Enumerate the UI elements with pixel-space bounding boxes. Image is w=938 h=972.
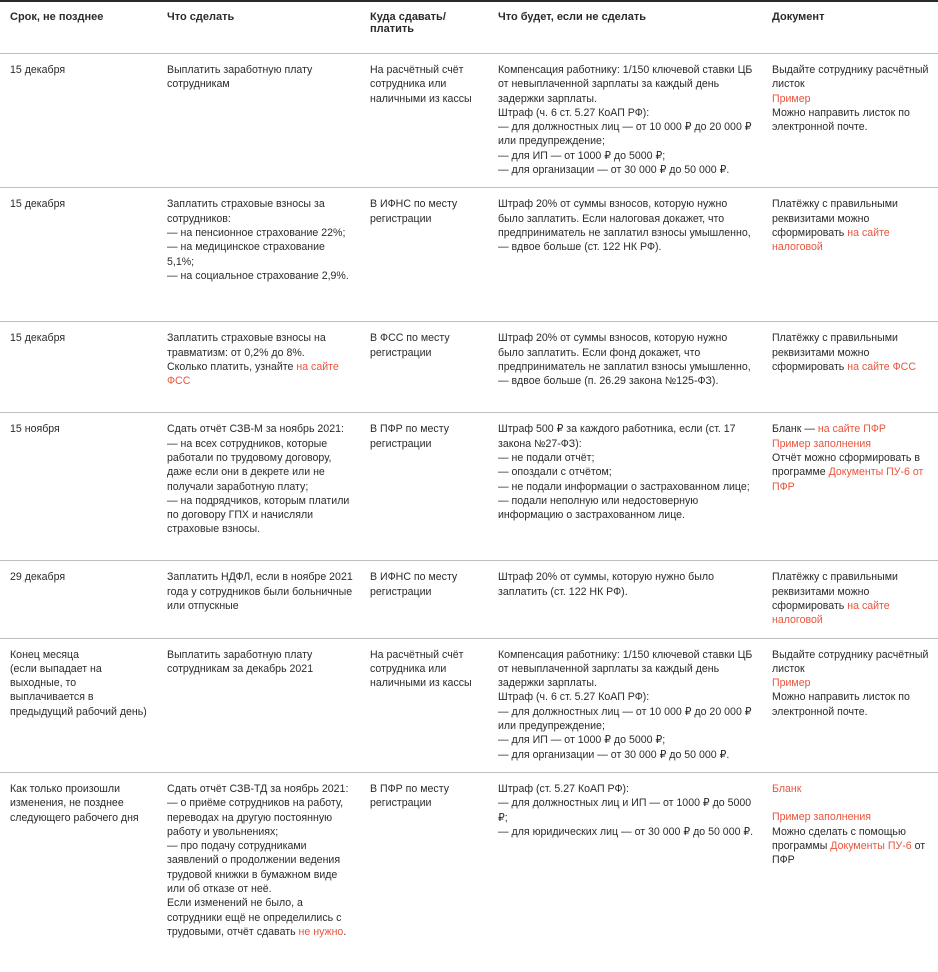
document-cell: Выдайте сотруднику расчётный листок Пример Можно направить листок по электронной почте. — [762, 54, 938, 188]
example-link[interactable]: Пример — [772, 677, 811, 690]
action-cell: Выплатить заработную плату сотрудникам за декабрь 2021 — [157, 638, 360, 772]
table-row — [0, 561, 938, 638]
fill-example-link[interactable]: Пример заполнения — [772, 437, 872, 450]
action-cell: Заплатить НДФЛ, если в ноябре 2021 года у сотрудников были больничные или отпускные — [157, 561, 360, 638]
deadlines-table — [0, 2, 938, 949]
consequence-cell: Штраф 20% от суммы, которую нужно было заплатить (ст. 122 НК РФ). — [488, 561, 762, 638]
header-deadline: Срок, не позднее — [0, 2, 157, 54]
fss-site-link[interactable]: на сайте ФСС — [847, 360, 916, 373]
table-header-row — [0, 2, 938, 54]
document-cell: Бланк Пример заполнения Можно сделать с помощью программы Документы ПУ-6 от ПФР — [762, 772, 938, 949]
table-row — [0, 413, 938, 561]
pu6-program-link[interactable]: Документы ПУ-6 от ПФР — [772, 466, 924, 493]
table-row — [0, 322, 938, 413]
consequence-cell: Штраф 20% от суммы взносов, которую нужно было заплатить. Если налоговая докажет, что предприниматель не заплатил взносы умышленно, — вдвое больше (ст. 122 НК РФ). — [488, 188, 762, 322]
where-cell: На расчётный счёт сотрудника или наличными из кассы — [360, 54, 488, 188]
where-cell: В ФСС по месту регистрации — [360, 322, 488, 413]
deadline-cell: 15 декабря — [0, 322, 157, 413]
example-link[interactable]: Пример — [772, 92, 811, 105]
document-cell: Платёжку с правильными реквизитами можно сформировать на сайте ФСС — [762, 322, 938, 413]
table-row — [0, 638, 938, 772]
action-cell: Заплатить страховые взносы за сотрудников: — на пенсионное страхование 22%; — на медицинское страхование 5,1%; — на социальное страхование 2,9%. — [157, 188, 360, 322]
pfr-site-link[interactable]: на сайте ПФР — [817, 423, 886, 436]
deadline-cell: Как только произошли изменения, не позднее следующего рабочего дня — [10, 782, 139, 824]
action-cell: Заплатить страховые взносы на травматизм: от 0,2% до 8%. Сколько платить, узнайте на сайте ФСС — [157, 322, 360, 413]
header-consequence: Что будет, если не сделать — [488, 2, 762, 54]
document-cell: Выдайте сотруднику расчётный листок Пример Можно направить листок по электронной почте. — [762, 638, 938, 772]
document-cell: Платёжку с правильными реквизитами можно сформировать на сайте налоговой — [762, 561, 938, 638]
where-cell: В ИФНС по месту регистрации — [360, 188, 488, 322]
document-cell: Платёжку с правильными реквизитами можно сформировать на сайте налоговой — [762, 188, 938, 322]
deadline-cell: 29 декабря — [0, 561, 157, 638]
header-action: Что сделать — [157, 2, 360, 54]
action-cell: Выплатить заработную плату сотрудникам — [157, 54, 360, 188]
header-where: Куда сдавать/платить — [360, 2, 488, 54]
deadline-cell: 15 декабря — [0, 188, 157, 322]
where-cell: В ИФНС по месту регистрации — [360, 561, 488, 638]
spacer — [772, 796, 932, 810]
deadline-cell: Конец месяца (если выпадает на выходные, то выплачивается в предыдущий рабочий день) — [0, 638, 157, 772]
header-document: Документ — [762, 2, 938, 54]
blank-form-link[interactable]: Бланк — [772, 782, 802, 795]
consequence-cell: Штраф (ст. 5.27 КоАП РФ): — для должностных лиц и ИП — от 1000 ₽ до 5000 ₽; — для юридических лиц — от 30 000 ₽ до 50 000 ₽. — [498, 782, 754, 838]
not-needed-link[interactable]: не нужно — [298, 925, 344, 938]
where-cell: В ПФР по месту регистрации — [370, 782, 449, 810]
consequence-cell: Штраф 500 ₽ за каждого работника, если (ст. 17 закона №27-ФЗ): — не подали отчёт; — опоздали с отчётом; — не подали информации о застрахованном лице; — подали неполную или недостоверную информацию о застрахованном лице. — [488, 413, 762, 561]
action-cell: Сдать отчёт СЗВ-ТД за ноябрь 2021: — о приёме сотрудников на работу, переводах на другую постоянную работу и увольнениях; — про подачу сотрудниками заявлений о продолжении ведения трудовой книжки в бумажном виде или об отказе от неё. Если изменений не было, а сотрудники ещё не определились с трудовыми, отчёт сдавать не нужно. — [167, 782, 349, 938]
document-cell: Бланк — на сайте ПФР Пример заполнения Отчёт можно сформировать в программе Документы ПУ-6 от ПФР — [762, 413, 938, 561]
pu6-program-link[interactable]: Документы ПУ-6 — [830, 839, 912, 852]
fill-example-link[interactable]: Пример заполнения — [772, 811, 872, 824]
table-row — [0, 772, 938, 949]
action-cell: Сдать отчёт СЗВ-М за ноябрь 2021: — на всех сотрудников, которые работали по трудовому договору, даже если они в декрете или не получали заработную плату; — на подрядчиков, которым платили по договору ГПХ и начисляли страховые взносы. — [157, 413, 360, 561]
tax-site-link[interactable]: на сайте налоговой — [772, 599, 890, 627]
tax-site-link[interactable]: на сайте налоговой — [772, 226, 890, 254]
consequence-cell: Компенсация работнику: 1/150 ключевой ставки ЦБ от невыплаченной зарплаты за каждый день задержки зарплаты. Штраф (ч. 6 ст. 5.27 КоАП РФ): — для должностных лиц — от 10 000 ₽ до 20 000 ₽ или предупреждение; — для ИП — от 1000 ₽ до 5000 ₽; — для организации — от 30 000 ₽ до 50 000 ₽. — [488, 54, 762, 188]
table-row — [0, 54, 938, 188]
deadline-cell: 15 ноября — [0, 413, 157, 561]
where-cell: В ПФР по месту регистрации — [360, 413, 488, 561]
deadline-cell: 15 декабря — [0, 54, 157, 188]
consequence-cell: Компенсация работнику: 1/150 ключевой ставки ЦБ от невыплаченной зарплаты за каждый день задержки зарплаты. Штраф (ч. 6 ст. 5.27 КоАП РФ): — для должностных лиц — от 10 000 ₽ до 20 000 ₽ или предупреждение; — для ИП — от 1000 ₽ до 5000 ₽; — для организации — от 30 000 ₽ до 50 000 ₽. — [488, 638, 762, 772]
where-cell: На расчётный счёт сотрудника или наличными из кассы — [360, 638, 488, 772]
fss-site-link[interactable]: на сайте ФСС — [167, 360, 339, 388]
table-row — [0, 188, 938, 322]
consequence-cell: Штраф 20% от суммы взносов, которую нужно было заплатить. Если фонд докажет, что предприниматель не заплатил взносы умышленно, — вдвое больше (п. 26.29 закона №125-ФЗ). — [488, 322, 762, 413]
